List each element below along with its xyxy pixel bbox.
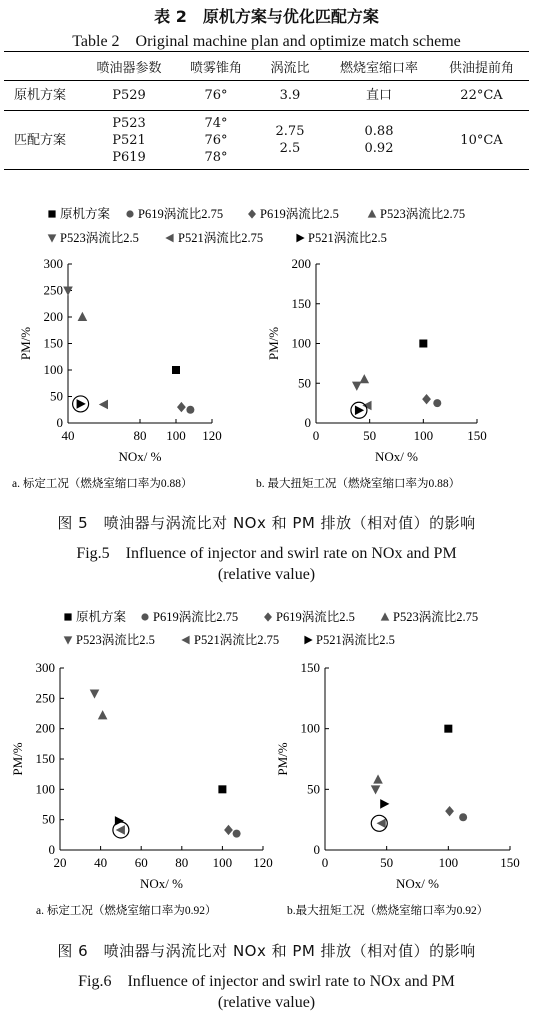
cell-line: P619 [112, 149, 146, 165]
x-tick-label: 100 [438, 855, 459, 870]
fig5-legend-marker [48, 234, 57, 242]
cell-line: 0.92 [364, 141, 394, 156]
y-tick-label: 300 [35, 660, 55, 675]
fig5-legend-label: P619涡流比2.5 [260, 207, 339, 221]
cell-angle [176, 111, 256, 170]
y-tick-label: 0 [304, 415, 311, 430]
data-point [433, 399, 441, 407]
fig6-legend-marker [381, 612, 390, 620]
data-point [233, 830, 241, 838]
cell-line: 78° [204, 149, 228, 165]
data-point [355, 405, 364, 415]
fig5-caption-en: Fig.5 Influence of injector and swirl rate on NOx and PM [76, 545, 457, 562]
header-injector: 喷油器参数 [82, 52, 176, 81]
cell-angle: 76° [176, 81, 256, 111]
x-tick-label: 150 [467, 428, 487, 443]
fig6-legend-marker [64, 613, 71, 620]
y-tick-label: 50 [298, 375, 311, 391]
fig6-caption-en: Fig.6 Influence of injector and swirl rate to NOx and PM [78, 973, 455, 990]
data-point [177, 402, 186, 412]
data-point [115, 816, 124, 826]
data-point [380, 799, 389, 809]
y-axis-label: PM/% [18, 326, 33, 361]
y-tick-label: 200 [35, 720, 55, 736]
fig5b-plot [256, 256, 487, 490]
x-tick-label: 100 [212, 855, 233, 870]
fig5-legend-label: 原机方案 [60, 207, 111, 221]
data-point [419, 340, 427, 348]
table-title-en: Table 2 Original machine plan and optimize match scheme [72, 33, 461, 50]
fig6-legend-marker [141, 613, 148, 620]
cell-line: 0.88 [364, 124, 394, 139]
fig6a-plot [10, 660, 273, 917]
subfigure-caption: a. 标定工况（燃烧室缩口率为0.92） [36, 905, 217, 917]
header-empty [4, 52, 82, 81]
data-point [377, 819, 386, 829]
y-tick-label: 0 [56, 415, 63, 430]
fig6-legend-label: P523涡流比2.5 [76, 633, 155, 647]
fig6-caption-cn: 图 6 喷油器与涡流比对 NOx 和 PM 排放（相对值）的影响 [57, 942, 476, 960]
data-point [218, 785, 226, 793]
y-tick-label: 50 [42, 811, 55, 827]
cell-ratio [324, 111, 434, 170]
data-point [186, 406, 194, 414]
fig6-legend-label: 原机方案 [76, 610, 127, 624]
x-tick-label: 40 [94, 855, 108, 870]
x-tick-label: 100 [166, 428, 186, 443]
cell-line: 76° [204, 132, 228, 148]
fig5-legend-marker [126, 210, 133, 217]
y-tick-label: 50 [307, 781, 320, 797]
y-tick-label: 100 [43, 362, 63, 377]
data-point [63, 287, 73, 296]
data-point [90, 689, 100, 698]
row-label: 原机方案 [4, 81, 82, 111]
figure-6 [0, 600, 533, 927]
fig6-legend-marker [181, 636, 189, 645]
table-row [4, 111, 529, 170]
data-point [459, 813, 467, 821]
cell-line: P523 [112, 115, 146, 131]
subfigure-caption: a. 标定工况（燃烧室缩口率为0.88） [12, 478, 193, 490]
y-tick-label: 100 [300, 720, 320, 736]
y-axis-label: PM/% [266, 326, 281, 361]
x-tick-label: 100 [413, 428, 434, 443]
x-axis-label: NOx/ % [375, 449, 418, 464]
cell-injector [82, 111, 176, 170]
cell-swirl [256, 111, 324, 170]
row-label: 匹配方案 [4, 111, 82, 170]
y-tick-label: 0 [313, 842, 320, 857]
table-2 [4, 51, 529, 170]
header-spray-angle: 喷雾锥角 [176, 52, 256, 81]
fig6-legend-label: P619涡流比2.5 [276, 610, 355, 624]
cell-line: 74° [204, 115, 228, 131]
x-tick-label: 50 [380, 855, 394, 870]
data-point [77, 399, 86, 409]
y-tick-label: 0 [48, 842, 55, 857]
header-bowl-ratio: 燃烧室缩口率 [324, 52, 434, 81]
y-tick-label: 250 [35, 690, 55, 706]
data-point [371, 785, 381, 794]
cell-line: 2.5 [279, 141, 301, 156]
fig6-legend-marker [64, 636, 73, 644]
x-tick-label: 60 [134, 855, 148, 870]
fig6-legend-marker [304, 636, 312, 645]
subfigure-caption: b.最大扭矩工况（燃烧室缩口率为0.92） [287, 905, 489, 917]
fig6-legend-label: P521涡流比2.5 [316, 633, 395, 647]
header-advance-angle: 供油提前角 [434, 52, 529, 81]
fig5-legend-label: P619涡流比2.75 [138, 207, 224, 221]
y-tick-label: 200 [291, 256, 311, 271]
y-tick-label: 150 [300, 660, 320, 675]
cell-line: P521 [112, 132, 146, 148]
fig6-legend-label: P619涡流比2.75 [153, 610, 239, 624]
data-point [352, 382, 362, 391]
y-tick-label: 250 [43, 282, 63, 298]
data-point [78, 312, 88, 321]
y-tick-label: 50 [50, 388, 63, 404]
cell-advance: 22°CA [434, 81, 529, 111]
header-swirl: 涡流比 [256, 52, 324, 81]
cell-swirl: 3.9 [256, 81, 324, 111]
fig5-legend-label: P523涡流比2.75 [380, 207, 466, 221]
y-tick-label: 100 [35, 781, 55, 797]
x-axis-label: NOx/ % [118, 449, 162, 464]
x-tick-label: 20 [53, 855, 67, 870]
figure-5 [0, 200, 533, 500]
cell-line: 2.75 [275, 124, 305, 139]
data-point [98, 710, 108, 719]
y-tick-label: 300 [43, 256, 63, 271]
x-axis-label: NOx/ % [396, 876, 439, 891]
data-point [99, 400, 108, 410]
fig5-caption-en-2: (relative value) [217, 566, 316, 583]
data-point [224, 825, 233, 835]
fig5-legend-label: P521涡流比2.75 [178, 231, 264, 245]
cell-injector: P529 [82, 81, 176, 111]
data-point [445, 806, 454, 816]
x-tick-label: 120 [253, 855, 273, 870]
y-tick-label: 150 [35, 751, 55, 766]
y-tick-label: 200 [43, 309, 63, 324]
data-point [172, 366, 180, 374]
table-row [4, 81, 529, 111]
x-tick-label: 40 [61, 428, 75, 443]
fig5-legend-marker [368, 209, 377, 217]
y-tick-label: 100 [291, 335, 311, 351]
fig5-caption-cn: 图 5 喷油器与涡流比对 NOx 和 PM 排放（相对值）的影响 [57, 514, 476, 532]
table-title-cn: 表 2 原机方案与优化匹配方案 [154, 7, 379, 26]
fig6-legend-marker [264, 612, 272, 621]
x-tick-label: 150 [500, 855, 520, 870]
fig6b-plot [275, 660, 520, 917]
data-point [444, 725, 452, 733]
fig6-legend-label: P521涡流比2.75 [194, 633, 280, 647]
cell-ratio: 直口 [324, 81, 434, 111]
fig5-legend-label: P523涡流比2.5 [60, 231, 139, 245]
x-axis-label: NOx/ % [140, 876, 183, 891]
y-axis-label: PM/% [10, 742, 25, 776]
fig6-legend-label: P523涡流比2.75 [393, 610, 479, 624]
x-tick-label: 120 [202, 428, 222, 443]
x-tick-label: 0 [312, 428, 320, 443]
x-tick-label: 50 [363, 428, 377, 443]
fig5-legend-label: P521涡流比2.5 [308, 231, 387, 245]
x-tick-label: 80 [133, 428, 147, 443]
fig5-legend-marker [248, 209, 256, 218]
y-axis-label: PM/% [275, 742, 290, 776]
x-tick-label: 0 [321, 855, 329, 870]
table-header-row [4, 52, 529, 81]
fig5-legend-marker [296, 234, 304, 243]
x-tick-label: 80 [175, 855, 189, 870]
cell-advance: 10°CA [434, 111, 529, 170]
y-tick-label: 150 [291, 295, 311, 311]
data-point [116, 825, 125, 835]
y-tick-label: 150 [43, 335, 63, 351]
data-point [422, 394, 431, 404]
fig6-caption-en-2: (relative value) [217, 994, 316, 1011]
fig5-legend-marker [165, 234, 173, 243]
subfigure-caption: b. 最大扭矩工况（燃烧室缩口率为0.88） [256, 478, 461, 490]
fig5a-plot [12, 256, 222, 490]
fig5-legend-marker [48, 210, 55, 217]
data-point [373, 774, 383, 783]
